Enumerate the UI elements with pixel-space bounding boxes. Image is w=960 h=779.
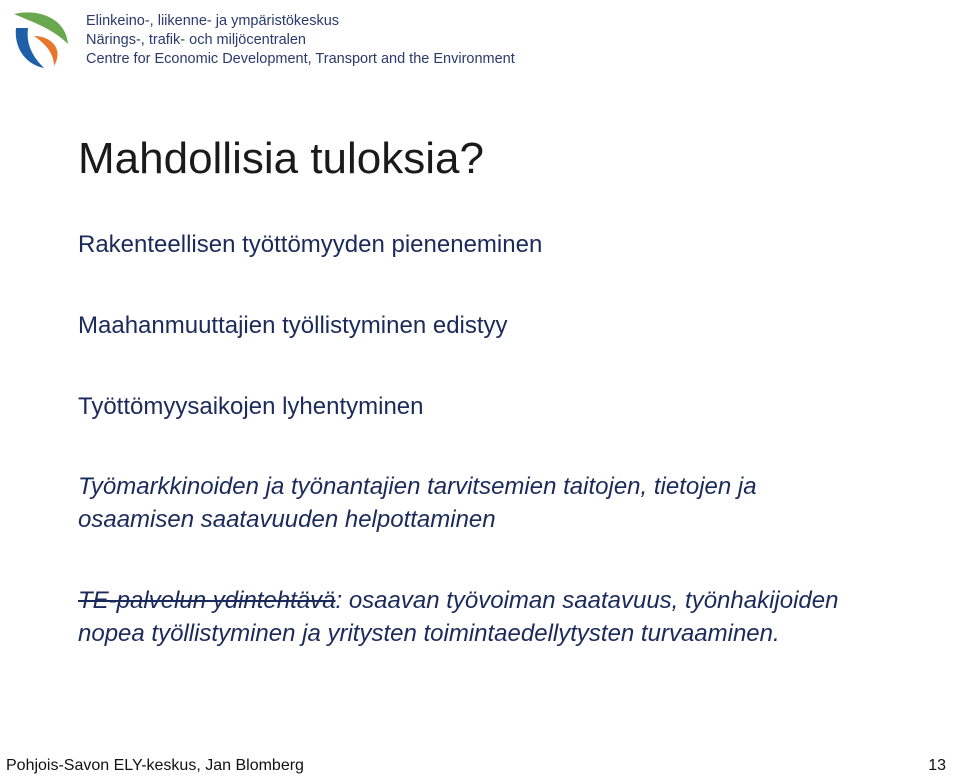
org-name-swedish: Närings-, trafik- och miljöcentralen xyxy=(86,32,306,48)
core-task-statement-line2: nopea työllistyminen ja yritysten toimintaedellytysten turvaaminen. xyxy=(78,620,780,647)
result-item-immigrant-employment: Maahanmuuttajien työllistyminen edistyy xyxy=(78,312,508,339)
ely-centre-logo-icon xyxy=(8,6,72,70)
result-item-structural-unemployment: Rakenteellisen työttömyyden pieneneminen xyxy=(78,231,543,258)
result-item-skills-availability-line1: Työmarkkinoiden ja työnantajien tarvitsemien taitojen, tietojen ja xyxy=(78,473,757,500)
core-task-text: : osaavan työvoiman saatavuus, työnhakijoiden xyxy=(335,587,839,614)
org-name-finnish: Elinkeino-, liikenne- ja ympäristökeskus xyxy=(86,13,340,29)
result-item-skills-availability-line2: osaamisen saatavuuden helpottaminen xyxy=(78,506,496,533)
core-task-statement xyxy=(78,584,838,618)
page-number: 13 xyxy=(928,757,946,774)
result-item-shorter-unemployment: Työttömyysaikojen lyhentyminen xyxy=(78,393,424,420)
core-task-label: TE-palvelun ydintehtävä xyxy=(78,587,336,614)
organization-names xyxy=(86,12,515,69)
slide-title: Mahdollisia tuloksia? xyxy=(78,134,484,183)
footer-author: Pohjois-Savon ELY-keskus, Jan Blomberg xyxy=(6,757,304,774)
slide-header xyxy=(0,0,960,80)
org-name-english: Centre for Economic Development, Transport and the Environment xyxy=(86,51,515,67)
